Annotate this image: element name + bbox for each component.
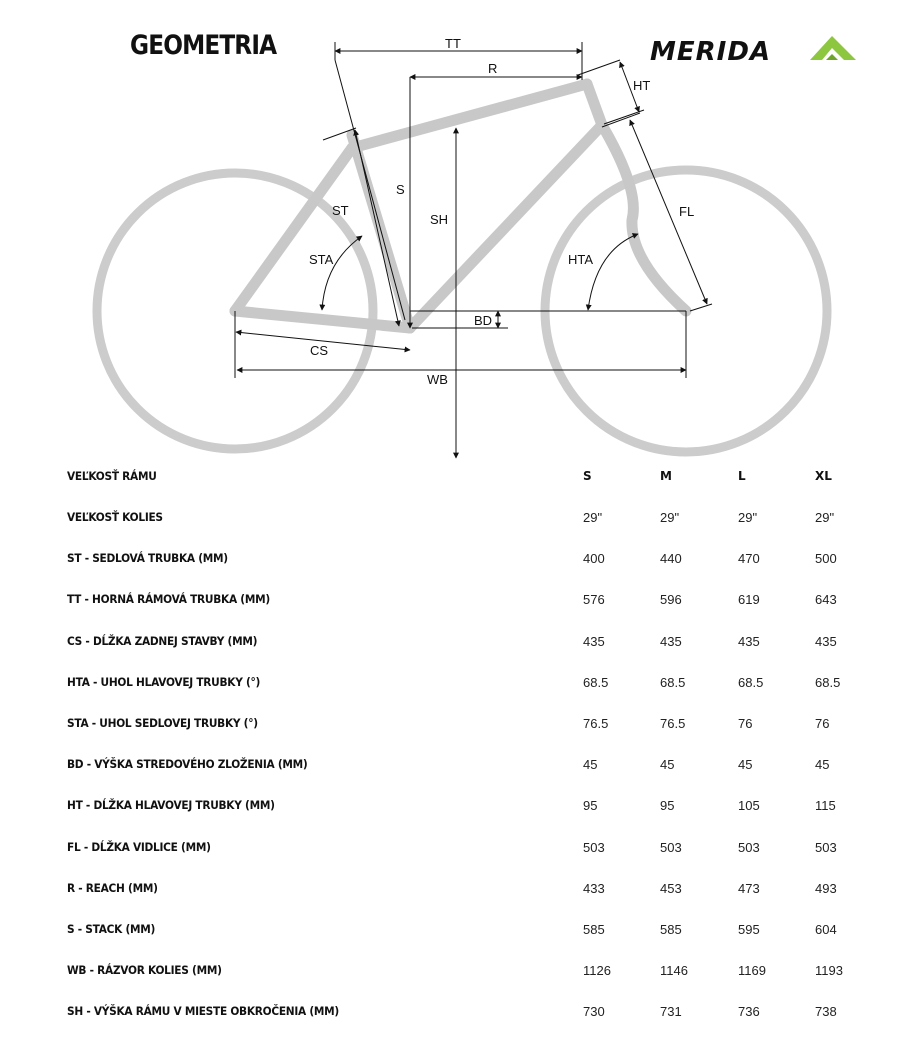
row-value: 493 [815, 880, 837, 896]
label-ht: HT [633, 78, 651, 93]
row-value: 576 [583, 592, 605, 608]
row-value: 503 [815, 839, 837, 855]
label-cs: CS [310, 343, 329, 358]
label-st: ST [332, 203, 349, 218]
label-r: R [488, 61, 498, 76]
row-value: 115 [815, 798, 836, 814]
row-label: FL - DĹŽKA VIDLICE (MM) [67, 839, 211, 854]
table-row [0, 963, 897, 983]
row-value: 76.5 [660, 716, 686, 731]
row-value: 1169 [738, 963, 766, 979]
table-row [0, 798, 897, 818]
row-value: 435 [738, 633, 760, 649]
row-value: 400 [583, 551, 605, 567]
row-value: 435 [660, 633, 682, 649]
row-value: 45 [738, 757, 753, 773]
row-value: 604 [815, 922, 837, 937]
row-value: 738 [815, 1004, 837, 1020]
row-value: 95 [660, 798, 675, 814]
row-value: 736 [738, 1004, 760, 1020]
row-value: 45 [583, 757, 598, 773]
row-value: 29" [660, 510, 680, 525]
row-label: ST - SEDLOVÁ TRUBKA (MM) [67, 551, 228, 566]
row-value: 1146 [660, 963, 688, 979]
label-hta: HTA [568, 252, 594, 267]
label-wb: WB [427, 372, 448, 387]
row-label: CS - DĹŽKA ZADNEJ STAVBY (MM) [67, 633, 258, 648]
row-value: 29" [738, 510, 758, 525]
row-value: 453 [660, 880, 682, 896]
row-label: BD - VÝŠKA STREDOVÉHO ZLOŽENIA (MM) [67, 757, 308, 772]
row-value: 76.5 [583, 716, 609, 731]
row-value: 643 [815, 592, 837, 608]
row-label: VEĽKOSŤ KOLIES [67, 510, 163, 524]
row-label: HTA - UHOL HLAVOVEJ TRUBKY (°) [67, 674, 261, 689]
label-bd: BD [474, 313, 493, 328]
row-value: 95 [583, 798, 598, 814]
row-value: 68.5 [815, 674, 841, 690]
row-value: 433 [583, 880, 605, 896]
table-row [0, 551, 897, 571]
table-row [0, 840, 897, 860]
header-label: VEĽKOSŤ RÁMU [67, 469, 157, 483]
table-row [0, 716, 897, 736]
row-value: 45 [815, 757, 830, 773]
row-label: TT - HORNÁ RÁMOVÁ TRUBKA (MM) [67, 592, 270, 607]
brand-name: MERIDA [650, 37, 772, 67]
label-tt: TT [445, 36, 461, 51]
label-sta: STA [309, 252, 334, 267]
row-value: 1126 [583, 963, 611, 979]
table-row [0, 592, 897, 612]
row-value: 730 [583, 1004, 605, 1020]
row-value: 585 [583, 922, 605, 937]
row-value: 105 [738, 798, 760, 814]
row-value: 68.5 [660, 674, 686, 690]
row-value: 435 [583, 633, 605, 649]
row-label: WB - RÁZVOR KOLIES (MM) [67, 963, 222, 978]
row-value: 29" [815, 510, 835, 525]
row-label: SH - VÝŠKA RÁMU V MIESTE OBKROČENIA (MM) [67, 1004, 339, 1019]
label-s: S [396, 182, 405, 197]
row-value: 503 [660, 839, 682, 855]
row-value: 596 [660, 592, 682, 608]
size-xl: XL [815, 469, 832, 483]
row-value: 503 [583, 839, 605, 855]
table-row [0, 675, 897, 695]
row-value: 585 [660, 922, 682, 937]
row-value: 68.5 [738, 674, 764, 690]
row-value: 595 [738, 922, 760, 937]
geometry-diagram [0, 0, 897, 470]
row-value: 473 [738, 880, 760, 896]
row-value: 45 [660, 757, 675, 773]
row-value: 470 [738, 551, 760, 567]
row-label: HT - DĹŽKA HLAVOVEJ TRUBKY (MM) [67, 798, 275, 813]
size-m: M [660, 469, 672, 483]
top-tube [352, 84, 587, 148]
table-row [0, 1004, 897, 1024]
size-l: L [738, 469, 746, 483]
row-value: 76 [738, 716, 753, 731]
row-value: 435 [815, 633, 837, 649]
row-value: 29" [583, 510, 603, 525]
size-s: S [583, 469, 592, 483]
table-row [0, 881, 897, 901]
head-tube [587, 84, 602, 125]
table-header-row [0, 469, 897, 489]
table-row [0, 634, 897, 654]
row-label: S - STACK (MM) [67, 922, 156, 936]
row-value: 503 [738, 839, 760, 855]
row-value: 68.5 [583, 674, 609, 690]
row-value: 1193 [815, 963, 843, 979]
table-row [0, 922, 897, 942]
row-value: 731 [660, 1004, 682, 1020]
table-row [0, 510, 897, 530]
row-label: STA - UHOL SEDLOVEJ TRUBKY (°) [67, 716, 258, 730]
row-value: 76 [815, 716, 830, 731]
row-value: 440 [660, 551, 682, 567]
label-fl: FL [679, 204, 695, 219]
table-row [0, 757, 897, 777]
row-value: 500 [815, 551, 837, 567]
label-sh: SH [430, 212, 449, 227]
row-value: 619 [738, 592, 760, 608]
row-label: R - REACH (MM) [67, 880, 158, 895]
page-title: GEOMETRIA [130, 30, 277, 61]
chain-stay [235, 311, 410, 328]
